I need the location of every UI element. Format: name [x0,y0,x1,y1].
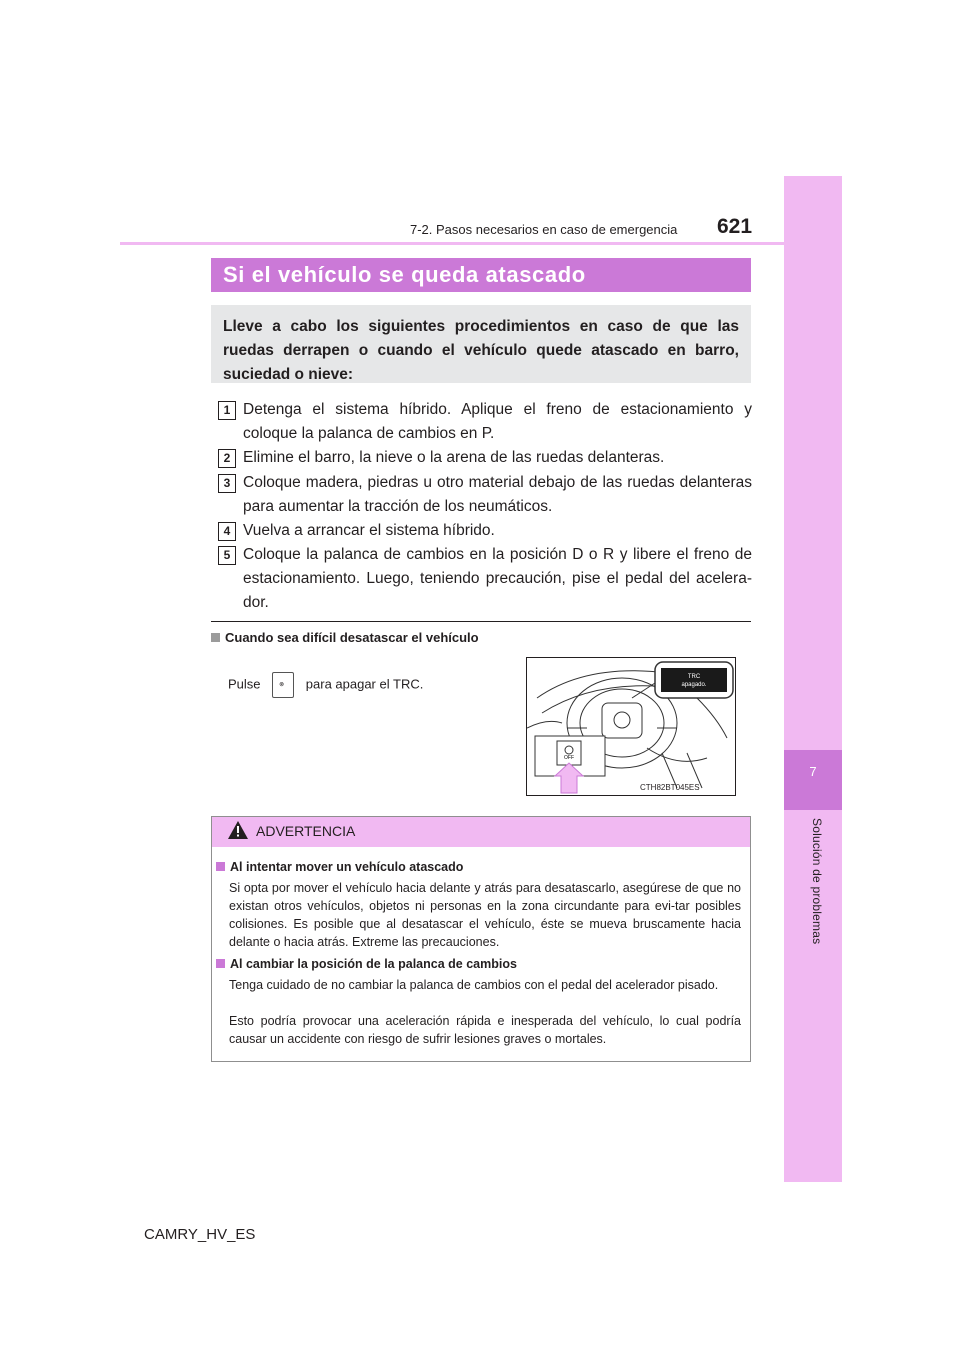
dashboard-illustration [526,657,736,796]
warning-item-heading: Al cambiar la posición de la palanca de cambios [216,957,517,971]
page-number: 621 [717,215,753,238]
warning-title: ADVERTENCIA [256,823,356,839]
step-item [218,446,752,470]
chapter-label: Solución de problemas [810,818,824,945]
section-title: 7-2. Pasos necesarios en caso de emergencia [410,222,678,237]
square-bullet-icon [216,959,225,968]
warning-triangle-icon [228,821,248,839]
subsection-heading: Cuando sea difícil desatascar el vehículo [211,630,479,645]
callout-line-2: apagado. [681,682,707,688]
warning-item-text: Si opta por mover el vehículo hacia delante y atrás para desatascarlo, asegúrese de que no existan otros vehículos, objetos ni personas en la zona circundante para evi-tar posibles colisiones. Es posible que al desatascar el vehículo, éste se mueva bruscamente hacia delante o hacia atrás. Extreme las precauciones. [229,881,741,949]
step-number: 3 [218,474,236,493]
warning-item-heading: Al intentar mover un vehículo atascado [216,860,463,874]
step-number: 5 [218,546,236,565]
page-title: Si el vehículo se queda atascado [211,258,751,292]
steering-wheel-drawing [527,658,735,795]
warning-item-text: Esto podría provocar una aceleración rápida e inesperada del vehículo, lo cual podría causar un accidente con riesgo de sufrir lesiones graves o mortales. [229,1014,741,1046]
step-text: Elimine el barro, la nieve o la arena de las ruedas delanteras. [243,449,665,466]
step-number: 1 [218,401,236,420]
button-off-label: OFF [564,755,574,761]
step-text: Coloque madera, piedras u otro material debajo de las ruedas delanteras para aumentar la tracción de los neumáticos. [243,474,752,515]
step-number: 4 [218,522,236,541]
pulse-text-after: para apagar el TRC. [305,676,424,692]
step-number: 2 [218,449,236,468]
trc-off-switch-icon: ⊗ [272,672,294,698]
warning-item-text: Tenga cuidado de no cambiar la palanca de cambios con el pedal del acelerador pisado. [229,978,719,992]
footer-model-code: CAMRY_HV_ES [144,1226,256,1243]
callout-line-1: TRC [687,674,701,680]
illustration-code: CTH82BT045ES [640,783,700,792]
section-divider [211,621,751,622]
step-text: Coloque la palanca de cambios en la posición D o R y libere el freno de estacionamiento. Luego, teniendo precaución, pise el pedal del acelera-dor. [243,546,752,611]
pulse-instruction [228,672,423,698]
step-text: Detenga el sistema híbrido. Aplique el freno de estacionamiento y coloque la palanca de cambios en P. [243,401,752,442]
square-bullet-icon [216,862,225,871]
square-bullet-icon [211,633,220,642]
step-item [218,471,752,519]
step-item [218,398,752,446]
header-rule [120,242,784,245]
pulse-text-before: Pulse [228,676,261,692]
intro-text: Lleve a cabo los siguientes procedimientos en caso de que las ruedas derrapen o cuando el vehículo quede atascado en barro, suciedad o nieve: [223,318,739,383]
chapter-number-block [784,750,842,810]
intro-box [211,305,751,383]
step-item [218,519,752,543]
chapter-number: 7 [809,764,817,779]
step-item [218,543,752,615]
step-text: Vuelva a arrancar el sistema híbrido. [243,522,495,539]
